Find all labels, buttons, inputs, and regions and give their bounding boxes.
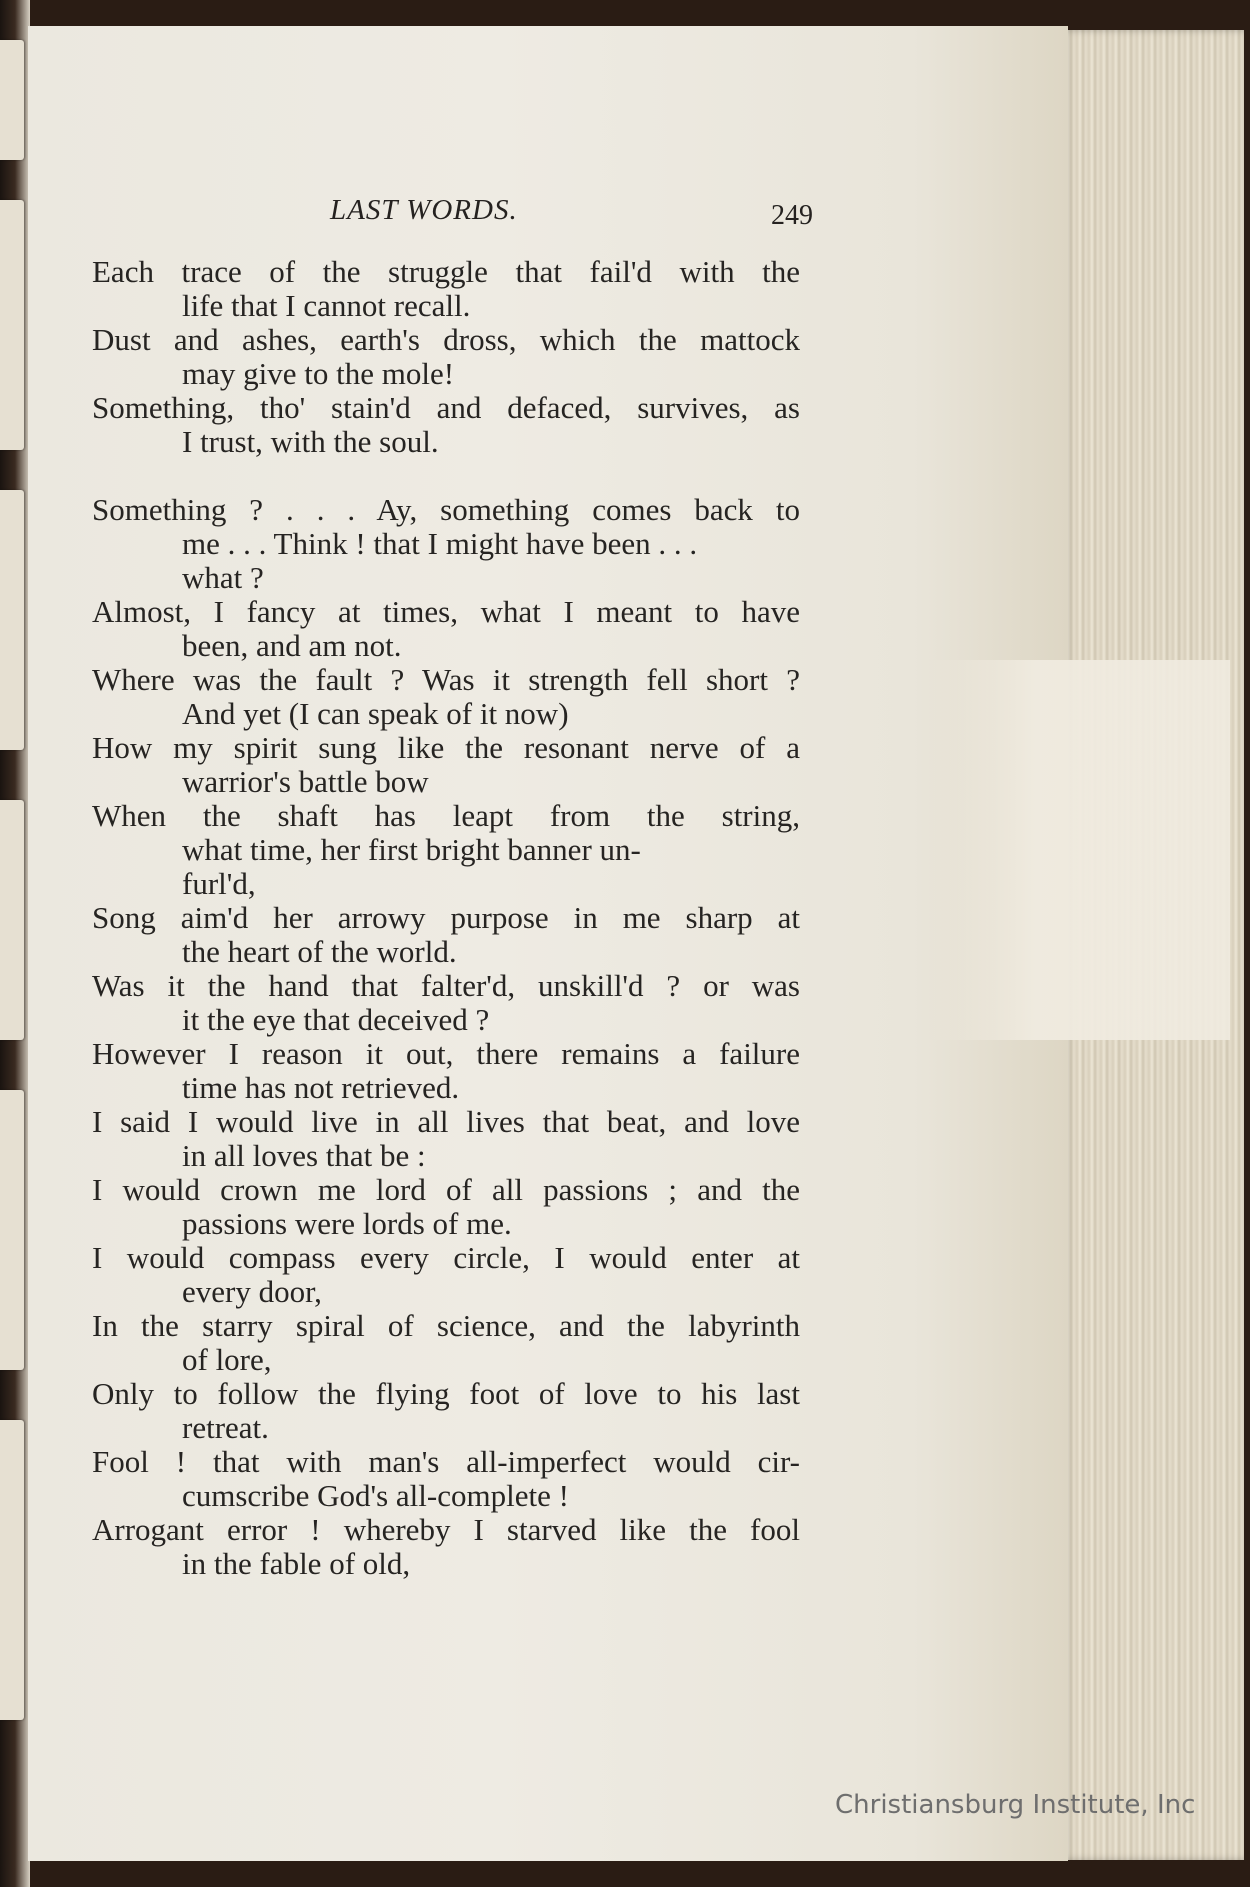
poem-line: cumscribe God's all-complete ! bbox=[182, 1478, 569, 1513]
poem-line: Fool ! that with man's all-imperfect would cir- bbox=[92, 1444, 800, 1479]
poem-line: How my spirit sung like the resonant nerve of a bbox=[92, 730, 800, 765]
poem-line: I said I would live in all lives that beat, and love bbox=[92, 1104, 800, 1139]
poem-line: furl'd, bbox=[182, 866, 256, 901]
poem-line: Each trace of the struggle that fail'd with the bbox=[92, 254, 800, 289]
poem-line: Song aim'd her arrowy purpose in me sharp at bbox=[92, 900, 800, 935]
page-header bbox=[80, 194, 815, 238]
poem-line: what ? bbox=[182, 560, 264, 595]
poem-line: I trust, with the soul. bbox=[182, 424, 439, 459]
page-tab bbox=[0, 490, 24, 750]
poem-line: Where was the fault ? Was it strength fell short ? bbox=[92, 662, 800, 697]
poem-line: In the starry spiral of science, and the labyrinth bbox=[92, 1308, 800, 1343]
running-head: LAST WORDS. bbox=[330, 194, 518, 226]
page-number: 249 bbox=[771, 200, 813, 231]
poem-line: passions were lords of me. bbox=[182, 1206, 512, 1241]
edge-fade bbox=[930, 660, 1230, 1040]
poem-line: Something, tho' stain'd and defaced, survives, as bbox=[92, 390, 800, 425]
poem-line: of lore, bbox=[182, 1342, 272, 1377]
poem-line: it the eye that deceived ? bbox=[182, 1002, 490, 1037]
poem-line: And yet (I can speak of it now) bbox=[182, 696, 569, 731]
poem-line: However I reason it out, there remains a failure bbox=[92, 1036, 800, 1071]
poem-line: me . . . Think ! that I might have been . . . bbox=[182, 526, 698, 561]
poem-line: Something ? . . . Ay, something comes back to bbox=[92, 492, 800, 527]
poem-line: may give to the mole! bbox=[182, 356, 455, 391]
poem-line: every door, bbox=[182, 1274, 322, 1309]
watermark: Christiansburg Institute, Inc bbox=[835, 1790, 1196, 1820]
poem-line: When the shaft has leapt from the string, bbox=[92, 798, 800, 833]
poem-text bbox=[92, 255, 800, 1581]
poem-line: Arrogant error ! whereby I starved like the fool bbox=[92, 1512, 800, 1547]
poem-line: time has not retrieved. bbox=[182, 1070, 460, 1105]
page-tab bbox=[0, 40, 24, 160]
poem-line: Only to follow the flying foot of love to his last bbox=[92, 1376, 800, 1411]
page-tab bbox=[0, 200, 24, 450]
poem-line: Almost, I fancy at times, what I meant to have bbox=[92, 594, 800, 629]
poem-line: what time, her first bright banner un- bbox=[182, 832, 641, 867]
poem-line: in the fable of old, bbox=[182, 1546, 411, 1581]
page-tab bbox=[0, 800, 24, 1040]
poem-line: the heart of the world. bbox=[182, 934, 457, 969]
poem-line: Was it the hand that falter'd, unskill'd ? or was bbox=[92, 968, 800, 1003]
poem-line: life that I cannot recall. bbox=[182, 288, 471, 323]
poem-line: retreat. bbox=[182, 1410, 269, 1445]
page-tab bbox=[0, 1420, 24, 1720]
page-tab bbox=[0, 1090, 24, 1370]
poem-line: warrior's battle bow bbox=[182, 764, 429, 799]
poem-line: Dust and ashes, earth's dross, which the mattock bbox=[92, 322, 800, 357]
poem-line: I would crown me lord of all passions ; and the bbox=[92, 1172, 800, 1207]
poem-line: in all loves that be : bbox=[182, 1138, 426, 1173]
poem-line: I would compass every circle, I would enter at bbox=[92, 1240, 800, 1275]
stanza-break bbox=[92, 459, 800, 493]
poem-line: been, and am not. bbox=[182, 628, 402, 663]
